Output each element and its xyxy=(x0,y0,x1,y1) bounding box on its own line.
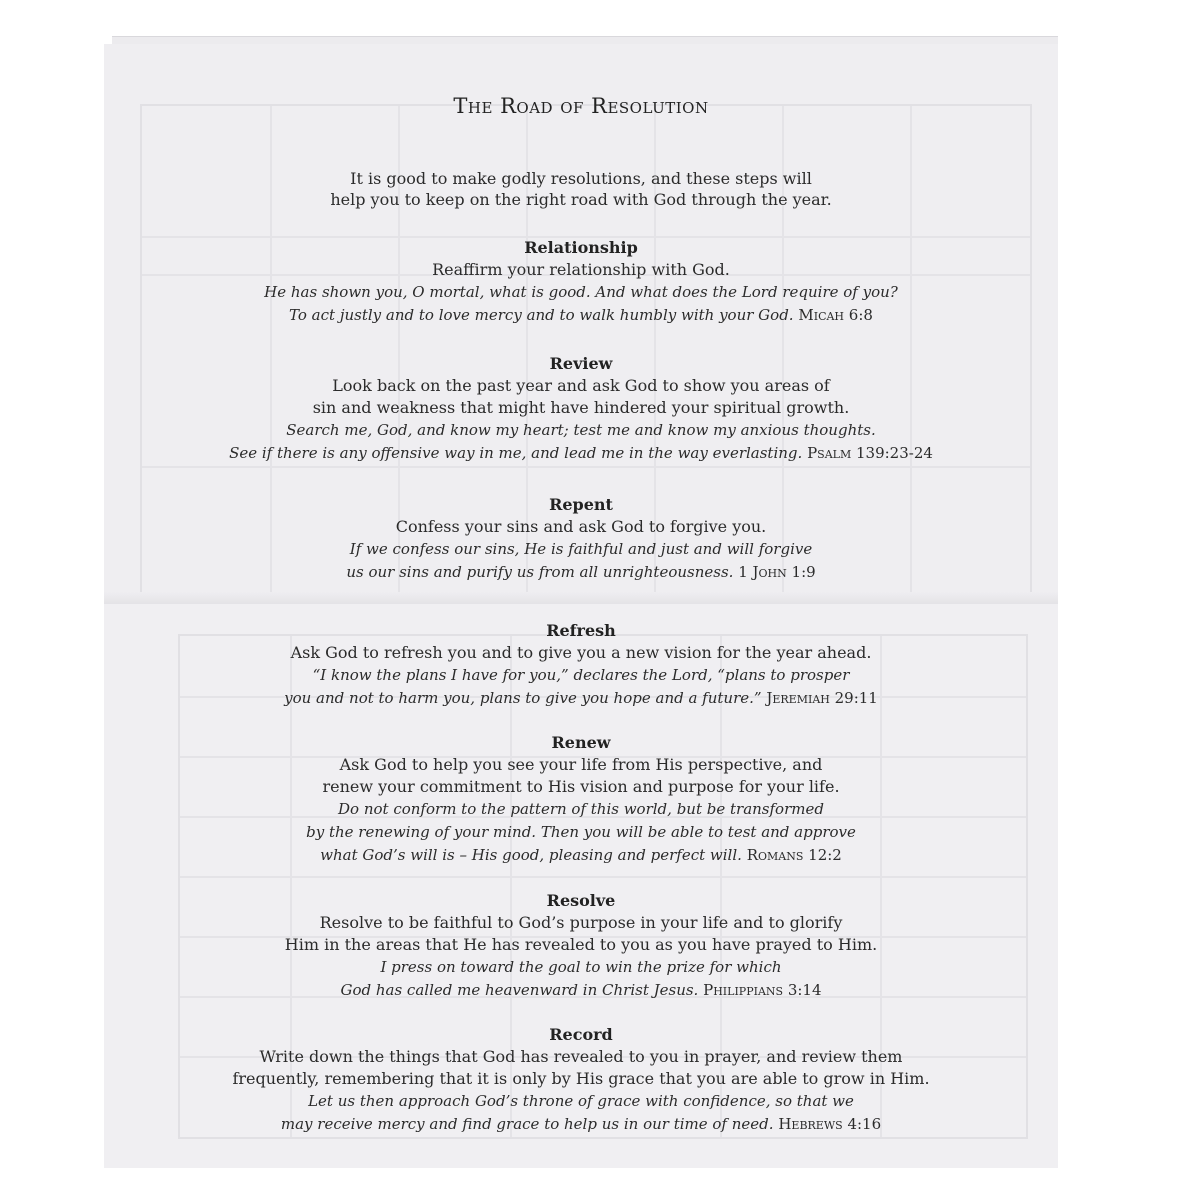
intro-paragraph xyxy=(104,168,1058,210)
page-title: The Road of Resolution xyxy=(453,94,709,118)
scripture-verse: Do not conform to the pattern of this world, but be transformed by the renewing of your mind. Then you will be able to test and approve what God’s will is – His good, pleasing and perfect will. Romans 12:2 xyxy=(306,800,856,864)
scripture-reference: Hebrews 4:16 xyxy=(778,1115,882,1133)
section-heading: Record xyxy=(549,1025,613,1044)
section-heading: Review xyxy=(549,354,613,373)
section-body: Reaffirm your relationship with God. xyxy=(432,260,730,279)
section-review xyxy=(104,353,1058,465)
section-record xyxy=(104,1024,1058,1136)
section-heading: Renew xyxy=(551,733,611,752)
scripture-verse: If we confess our sins, He is faithful and just and will forgive us our sins and purify us from all unrighteousness. 1 John 1:9 xyxy=(346,540,816,581)
scripture-verse: I press on toward the goal to win the prize for which God has called me heavenward in Christ Jesus. Philippians 3:14 xyxy=(340,958,822,999)
section-heading: Relationship xyxy=(524,238,638,257)
scripture-reference: Psalm 139:23-24 xyxy=(807,444,933,462)
section-body: Confess your sins and ask God to forgive you. xyxy=(395,517,767,536)
section-relationship xyxy=(104,237,1058,327)
section-heading: Refresh xyxy=(546,621,616,640)
scripture-reference: 1 John 1:9 xyxy=(738,563,816,581)
scripture-reference: Philippians 3:14 xyxy=(703,981,822,999)
page-content xyxy=(104,44,1058,1168)
section-body: Ask God to refresh you and to give you a new vision for the year ahead. xyxy=(290,643,872,662)
section-refresh xyxy=(104,620,1058,710)
scripture-verse: “I know the plans I have for you,” declares the Lord, “plans to prosper you and not to harm you, plans to give you hope and a future.” Jeremiah 29:11 xyxy=(284,666,878,707)
scripture-verse: Search me, God, and know my heart; test me and know my anxious thoughts. See if there is any offensive way in me, and lead me in the way everlasting. Psalm 139:23-24 xyxy=(229,421,933,462)
scripture-verse: Let us then approach God’s throne of grace with confidence, so that we may receive mercy and find grace to help us in our time of need. Hebrews 4:16 xyxy=(280,1092,882,1133)
scripture-reference: Jeremiah 29:11 xyxy=(766,689,878,707)
section-repent xyxy=(104,494,1058,584)
section-heading: Resolve xyxy=(546,891,616,910)
section-heading: Repent xyxy=(549,495,613,514)
section-resolve xyxy=(104,890,1058,1002)
scripture-reference: Micah 6:8 xyxy=(798,306,873,324)
section-body: Write down the things that God has revealed to you in prayer, and review them frequently, remembering that it is only by His grace that you are able to grow in Him. xyxy=(232,1047,930,1088)
section-body: Resolve to be faithful to God’s purpose in your life and to glorify Him in the areas that He has revealed to you as you have prayed to Him. xyxy=(284,913,878,954)
scripture-reference: Romans 12:2 xyxy=(746,846,842,864)
section-body: Look back on the past year and ask God to show you areas of sin and weakness that might have hindered your spiritual growth. xyxy=(312,376,850,417)
section-body: Ask God to help you see your life from His perspective, and renew your commitment to His vision and purpose for your life. xyxy=(322,755,840,796)
intro-line: help you to keep on the right road with God through the year. xyxy=(330,190,832,209)
scripture-verse: He has shown you, O mortal, what is good. And what does the Lord require of you? To act justly and to love mercy and to walk humbly with your God. Micah 6:8 xyxy=(264,283,898,324)
section-renew xyxy=(104,732,1058,867)
intro-line: It is good to make godly resolutions, and these steps will xyxy=(350,169,812,188)
